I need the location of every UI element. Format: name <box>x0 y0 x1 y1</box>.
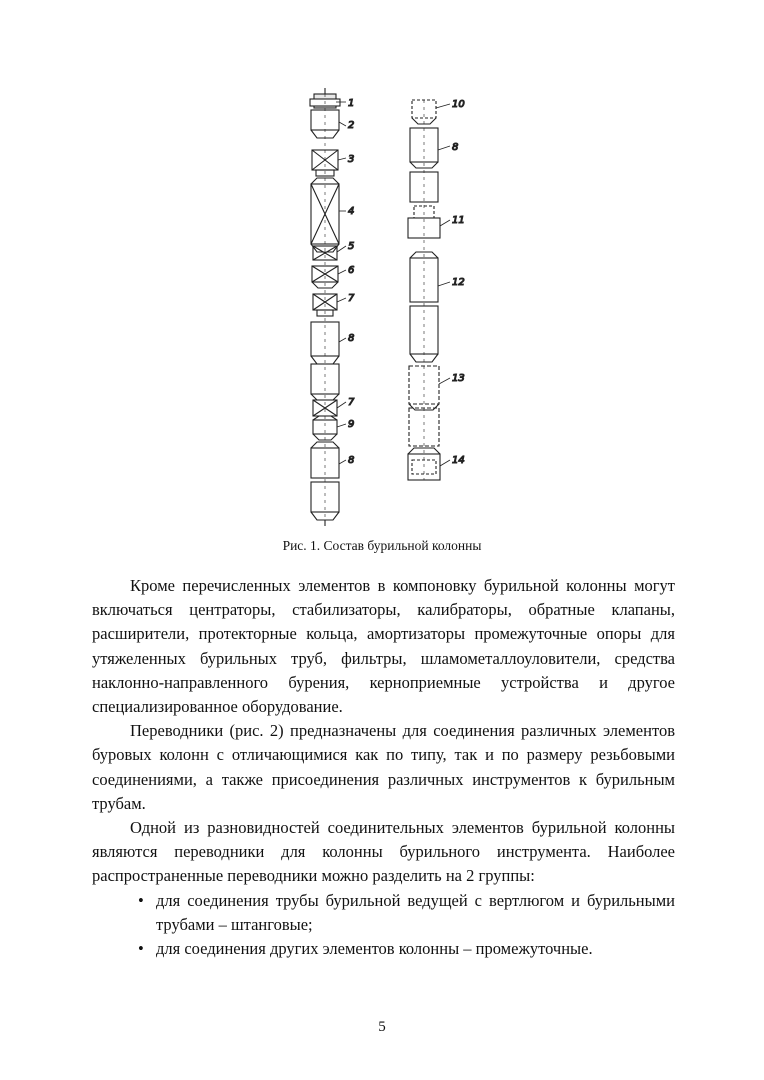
label-8c: 8 <box>452 142 459 153</box>
paragraph: Переводники (рис. 2) предназначены для соединения различных элементов буровых колонн с отличающимися как по типу, так и по размеру резьбовыми соединениями, а также присоединения различных инструментов к бурильным трубам. <box>92 721 675 813</box>
label-8a: 8 <box>348 333 355 344</box>
label-11: 11 <box>452 215 465 226</box>
figure-caption: Рис. 1. Состав бурильной колонны <box>282 538 482 553</box>
right-column <box>408 100 440 480</box>
body-text <box>92 574 675 961</box>
label-8b: 8 <box>348 455 355 466</box>
bullet-icon: • <box>138 890 144 910</box>
label-6: 6 <box>348 265 355 276</box>
bullet-icon: • <box>138 939 144 959</box>
label-7b: 7 <box>348 397 355 408</box>
list-item-text: для соединения трубы бурильной ведущей с вертлюгом и бурильными трубами – штанговые; <box>156 890 675 934</box>
label-14: 14 <box>452 455 465 466</box>
label-5: 5 <box>348 241 355 252</box>
paragraph: Кроме перечисленных элементов в компоновку бурильной колонны могут включаться центраторы, стабилизаторы, калибраторы, обратные клапаны, расширители, протекторные кольца, амортизаторы промежуточные опоры для утяжеленных бурильных труб, фильтры, шламометаллоуловители, средства наклонно-направленного бурения, керноприемные устройства и другое специализированное оборудование. <box>92 576 675 717</box>
label-4: 4 <box>348 206 355 217</box>
label-9: 9 <box>348 419 355 430</box>
drill-string-diagram <box>290 86 490 530</box>
list-item <box>92 889 675 937</box>
label-1: 1 <box>348 98 355 109</box>
label-2: 2 <box>348 120 355 131</box>
bullet-list <box>92 889 675 962</box>
label-10: 10 <box>452 99 465 110</box>
label-13: 13 <box>452 373 465 384</box>
left-column <box>310 88 340 526</box>
paragraph: Одной из разновидностей соединительных элементов бурильной колонны являются переводники для колонны бурильного инструмента. Наиболее распространенные переводники можно разделить на 2 группы: <box>92 818 675 886</box>
list-item-text: для соединения других элементов колонны – промежуточные. <box>156 939 593 959</box>
label-3: 3 <box>348 154 355 165</box>
label-12: 12 <box>452 277 465 288</box>
page-number: 5 <box>378 1019 386 1035</box>
label-7a: 7 <box>348 293 355 304</box>
list-item <box>92 937 675 961</box>
